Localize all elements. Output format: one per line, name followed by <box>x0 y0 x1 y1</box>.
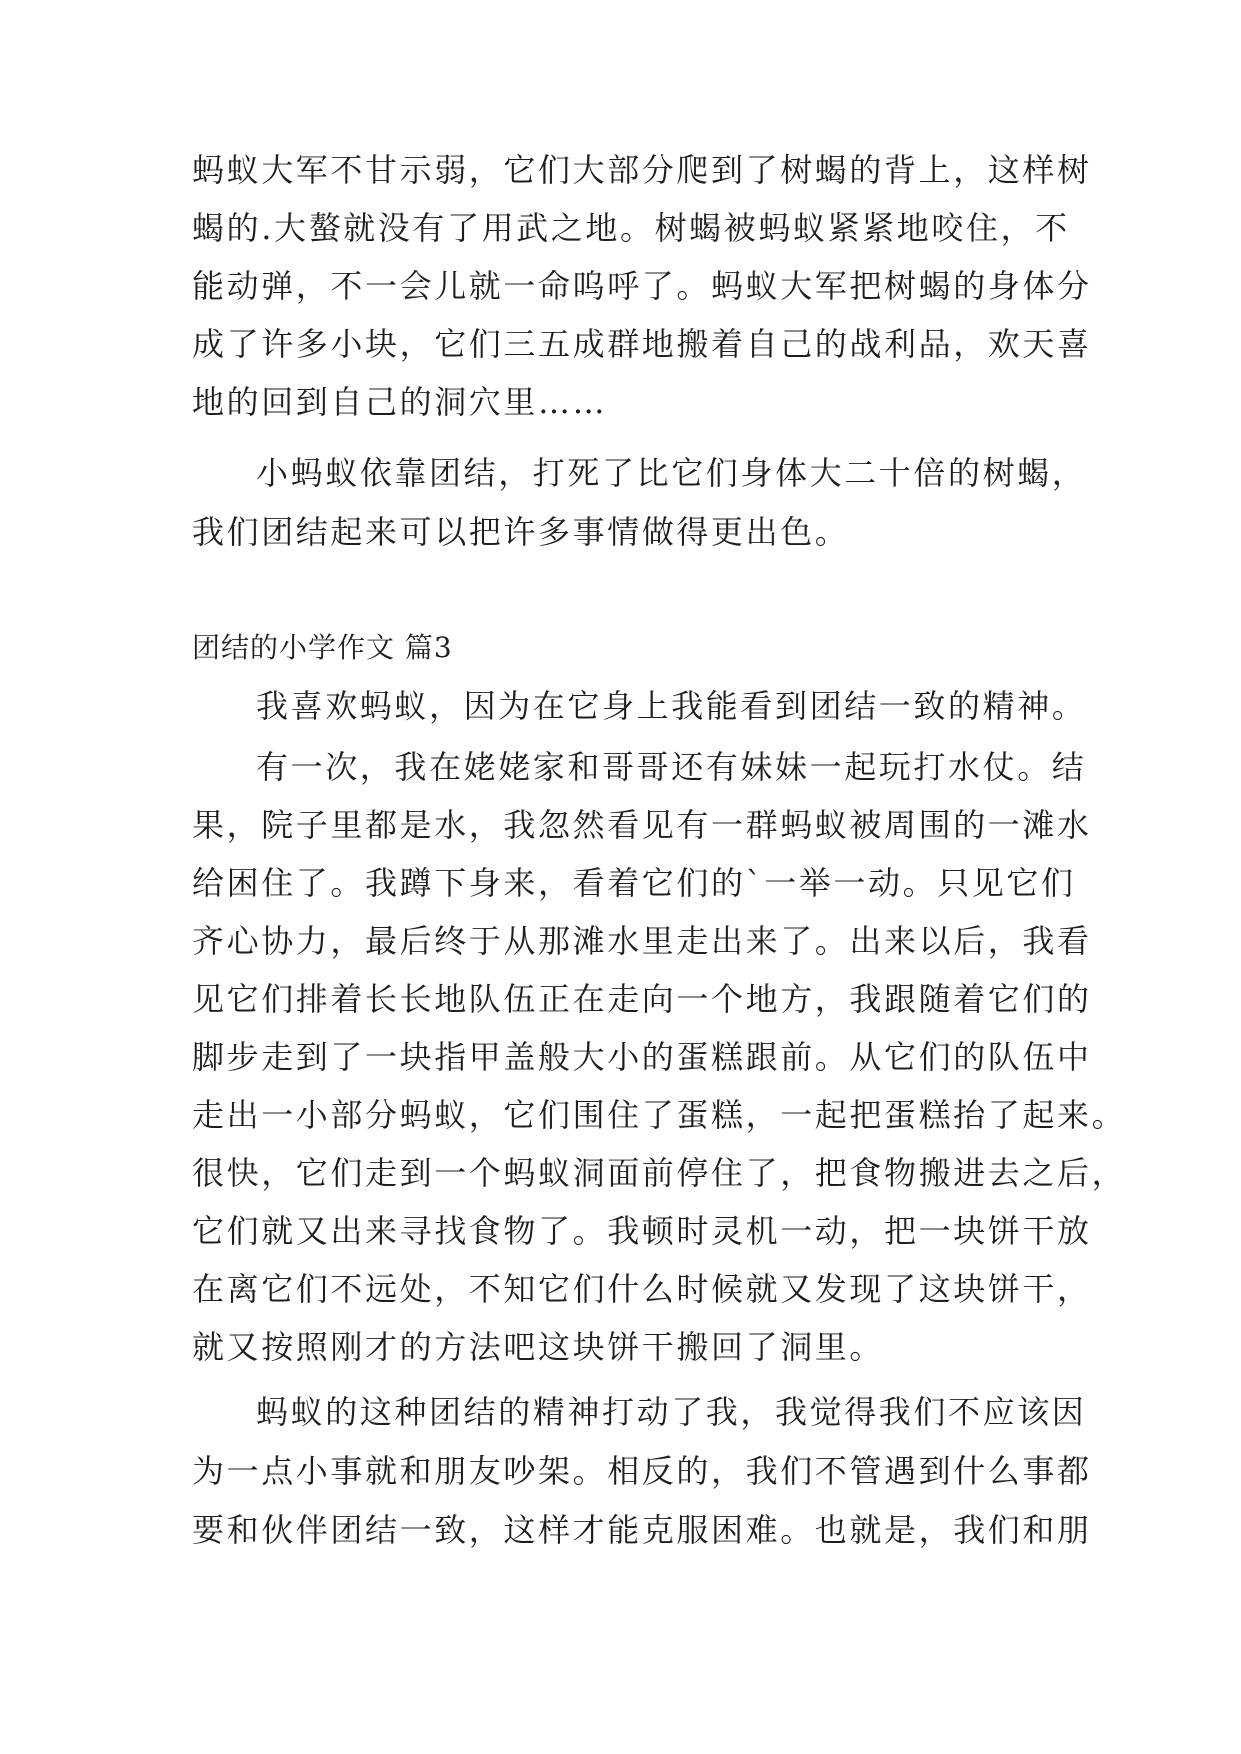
text-line: 我喜欢蚂蚁，因为在它身上我能看到团结一致的精神。 <box>256 687 1087 725</box>
text-line: 地的回到自己的洞穴里…… <box>192 383 608 421</box>
text-line: 很快，它们走到一个蚂蚁洞面前停住了，把食物搬进去之后， <box>192 1154 1127 1192</box>
text-line: 给困住了。我蹲下身来，看着它们的`一举一动。只见它们 <box>192 864 1076 902</box>
text-line: 为一点小事就和朋友吵架。相反的，我们不管遇到什么事都 <box>192 1452 1092 1490</box>
text-line: 我们团结起来可以把许多事情做得更出色。 <box>192 513 850 551</box>
text-line: 在离它们不远处，不知它们什么时候就又发现了这块饼干， <box>192 1270 1092 1308</box>
text-line: 成了许多小块，它们三五成群地搬着自己的战利品，欢天喜 <box>192 325 1092 363</box>
text-line: 小蚂蚁依靠团结，打死了比它们身体大二十倍的树蝎， <box>256 454 1087 492</box>
text-line: 有一次，我在姥姥家和哥哥还有妹妹一起玩打水仗。结 <box>256 748 1087 786</box>
text-line: 齐心协力，最后终于从那滩水里走出来了。出来以后，我看 <box>192 922 1092 960</box>
text-line: 能动弹，不一会儿就一命呜呼了。蚂蚁大军把树蝎的身体分 <box>192 267 1092 305</box>
text-line: 蝎的.大螯就没有了用武之地。树蝎被蚂蚁紧紧地咬住，不 <box>192 209 1070 247</box>
text-line: 就又按照刚才的方法吧这块饼干搬回了洞里。 <box>192 1328 885 1366</box>
text-line: 走出一小部分蚂蚁，它们围住了蛋糕，一起把蛋糕抬了起来。 <box>192 1096 1127 1134</box>
text-line: 蚂蚁大军不甘示弱，它们大部分爬到了树蝎的背上，这样树 <box>192 151 1092 189</box>
text-line: 要和伙伴团结一致，这样才能克服困难。也就是，我们和朋 <box>192 1511 1092 1549</box>
text-line: 它们就又出来寻找食物了。我顿时灵机一动，把一块饼干放 <box>192 1212 1092 1250</box>
text-line: 见它们排着长长地队伍正在走向一个地方，我跟随着它们的 <box>192 980 1092 1018</box>
text-line: 果，院子里都是水，我忽然看见有一群蚂蚁被周围的一滩水 <box>192 806 1092 844</box>
section-heading: 团结的小学作文 篇3 <box>192 631 453 664</box>
text-line: 蚂蚁的这种团结的精神打动了我，我觉得我们不应该因 <box>256 1393 1087 1431</box>
text-line: 脚步走到了一块指甲盖般大小的蛋糕跟前。从它们的队伍中 <box>192 1038 1092 1076</box>
